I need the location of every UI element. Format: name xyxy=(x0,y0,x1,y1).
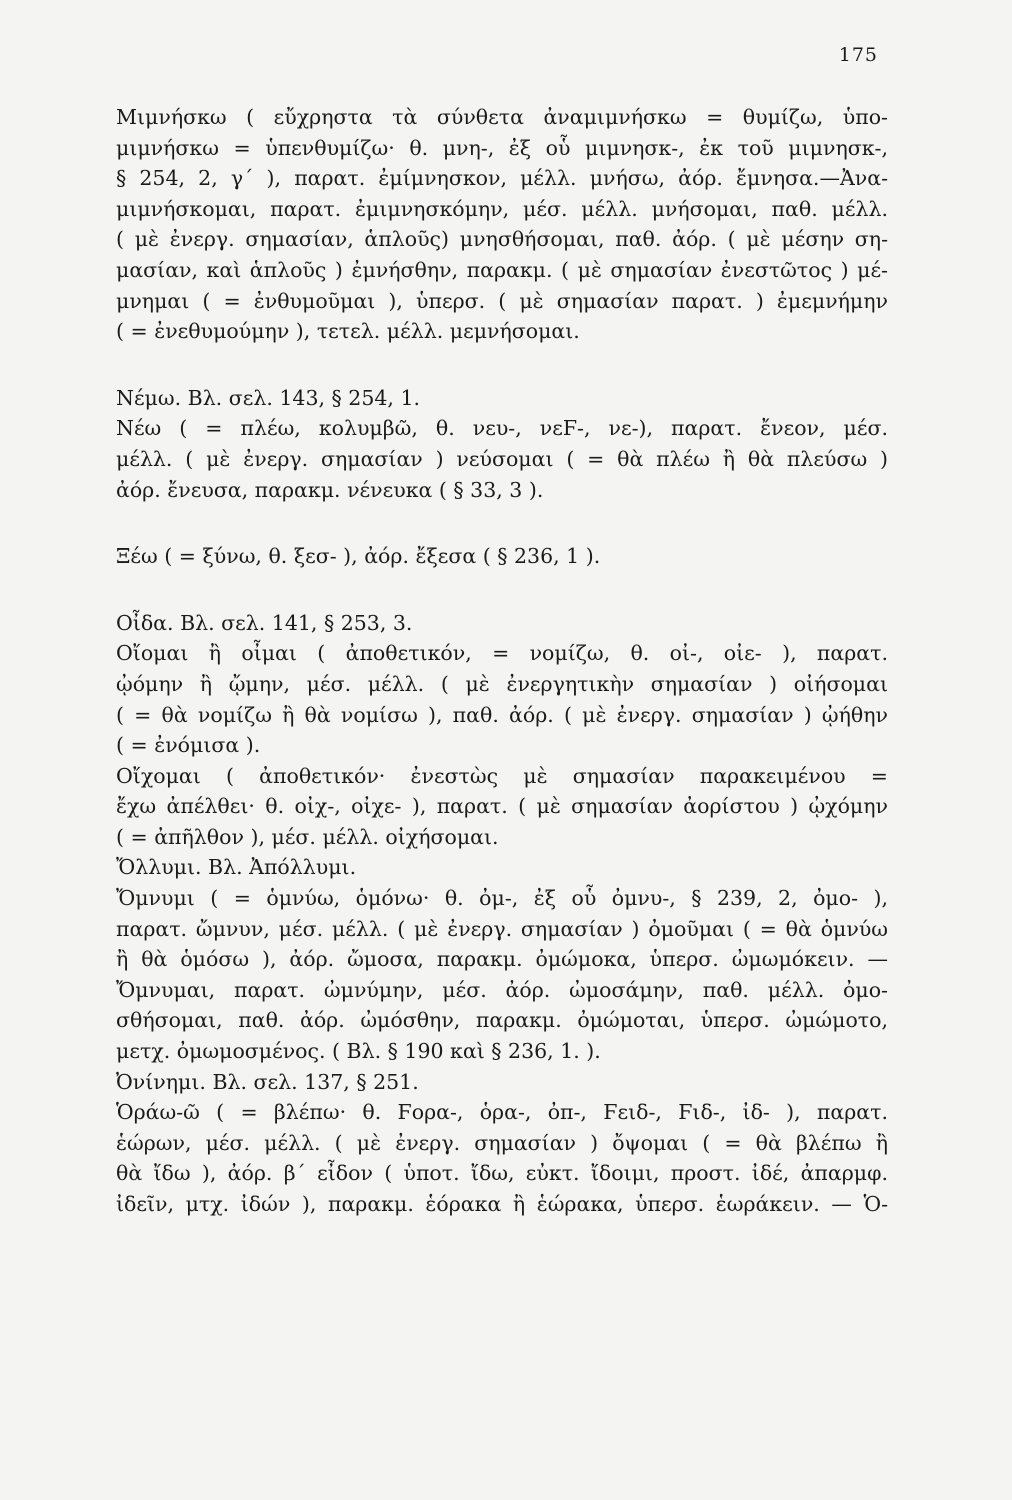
text-line: ᾠόμην ἢ ᾤμην, μέσ. μέλλ. ( μὲ ἐνεργητικὴν σημασίαν ) οἰήσομαι xyxy=(116,671,888,696)
text-line: θὰ ἴδω ), ἀόρ. β΄ εἶδον ( ὑποτ. ἴδω, εὐκτ. ἴδοιμι, προστ. ἰδέ, ἀπαρμφ. xyxy=(116,1161,888,1186)
text-line: Ὁράω-ῶ ( = βλέπω· θ. Ϝορα-, ὁρα-, ὀπ-, Ϝειδ-, Ϝιδ-, ἰδ- ), παρατ. xyxy=(116,1100,888,1125)
text-line: ἑώρων, μέσ. μέλλ. ( μὲ ἐνεργ. σημασίαν ) ὄψομαι ( = θὰ βλέπω ἢ xyxy=(116,1130,888,1155)
entry-nemo xyxy=(116,383,888,505)
page-number: 175 xyxy=(838,44,878,66)
text-line: ( μὲ ἐνεργ. σημασίαν, ἁπλοῦς) μνησθήσομαι, παθ. ἀόρ. ( μὲ μέσην ση- xyxy=(116,227,888,252)
text-line: Ὀνίνημι. Βλ. σελ. 137, § 251. xyxy=(116,1069,419,1094)
text-line: μέλλ. ( μὲ ἐνεργ. σημασίαν ) νεύσομαι ( = θὰ πλέω ἢ θὰ πλεύσω ) xyxy=(116,446,888,471)
entry-mimnesko xyxy=(116,102,888,347)
text-line: ( = θὰ νομίζω ἢ θὰ νομίσω ), παθ. ἀόρ. ( μὲ ἐνεργ. σημασίαν ) ᾠήθην xyxy=(116,702,888,727)
entry-oida xyxy=(116,608,888,1220)
text-line: παρατ. ὤμνυν, μέσ. μέλλ. ( μὲ ἐνεργ. σημασίαν ) ὀμοῦμαι ( = θὰ ὁμνύω xyxy=(116,916,888,941)
text-line: ἔχω ἀπέλθει· θ. οἰχ-, οἰχε- ), παρατ. ( μὲ σημασίαν ἀορίστου ) ᾠχόμην xyxy=(116,794,888,819)
text-line: σθήσομαι, παθ. ἀόρ. ὠμόσθην, παρακμ. ὀμώμοται, ὑπερσ. ὠμώμοτο, xyxy=(116,1008,888,1033)
entry-kseo xyxy=(116,541,888,572)
text-line: Οἴομαι ἢ οἶμαι ( ἀποθετικόν, = νομίζω, θ. οἰ-, οἰε- ), παρατ. xyxy=(116,641,888,666)
text-line: μιμνήσκομαι, παρατ. ἐμιμνησκόμην, μέσ. μέλλ. μνήσομαι, παθ. μέλλ. xyxy=(116,196,888,221)
text-line: Ὄμνυμαι, παρατ. ὠμνύμην, μέσ. ἀόρ. ὠμοσάμην, παθ. μέλλ. ὀμο- xyxy=(116,977,888,1002)
text-line: ἰδεῖν, μτχ. ἰδών ), παρακμ. ἑόρακα ἢ ἑώρακα, ὑπερσ. ἑωράκειν. — Ὁ- xyxy=(116,1192,888,1216)
text-line: Ὄλλυμι. Βλ. Ἀπόλλυμι. xyxy=(116,855,357,880)
text-line: ἀόρ. ἔνευσα, παρακμ. νένευκα ( § 33, 3 ). xyxy=(116,477,544,502)
text-line: μιμνήσκω = ὑπενθυμίζω· θ. μνη-, ἐξ οὗ μιμνησκ-, ἐκ τοῦ μιμνησκ-, xyxy=(116,135,888,160)
text-line: ἢ θὰ ὁμόσω ), ἀόρ. ὤμοσα, παρακμ. ὀμώμοκα, ὑπερσ. ὠμωμόκειν. — xyxy=(116,947,888,972)
text-line: § 254, 2, γ΄ ), παρατ. ἐμίμνησκον, μέλλ. μνήσω, ἀόρ. ἔμνησα.—Ἀνα- xyxy=(116,166,888,191)
text-line: Οἴχομαι ( ἀποθετικόν· ἐνεστὼς μὲ σημασίαν παρακειμένου = xyxy=(116,763,888,788)
text-line: Μιμνήσκω ( εὔχρηστα τὰ σύνθετα ἀναμιμνήσκω = θυμίζω, ὑπο- xyxy=(116,105,888,129)
page-body xyxy=(116,102,888,1220)
text-line: Ξέω ( = ξύνω, θ. ξεσ- ), ἀόρ. ἔξεσα ( § 236, 1 ). xyxy=(116,544,601,569)
text-line: ( = ἐνόμισα ). xyxy=(116,733,261,758)
text-line: ( = ἐνεθυμούμην ), τετελ. μέλλ. μεμνήσομαι. xyxy=(116,319,580,344)
text-line: Νέω ( = πλέω, κολυμβῶ, θ. νευ-, νεϜ-, νε-), παρατ. ἔνεον, μέσ. xyxy=(116,416,888,441)
text-line: Νέμω. Βλ. σελ. 143, § 254, 1. xyxy=(116,385,421,410)
text-line: μνημαι ( = ἐνθυμοῦμαι ), ὑπερσ. ( μὲ σημασίαν παρατ. ) ἐμεμνήμην xyxy=(116,288,888,313)
text-line: Οἶδα. Βλ. σελ. 141, § 253, 3. xyxy=(116,610,413,635)
text-line: μετχ. ὀμωμοσμένος. ( Βλ. § 190 καὶ § 236, 1. ). xyxy=(116,1039,601,1064)
text-line: ( = ἀπῆλθον ), μέσ. μέλλ. οἰχήσομαι. xyxy=(116,824,499,849)
text-line: Ὄμνυμι ( = ὁμνύω, ὁμόνω· θ. ὀμ-, ἐξ οὗ ὀμνυ-, § 239, 2, ὀμο- ), xyxy=(116,886,888,911)
text-line: μασίαν, καὶ ἁπλοῦς ) ἐμνήσθην, παρακμ. ( μὲ σημασίαν ἐνεστῶτος ) μέ- xyxy=(116,257,888,282)
